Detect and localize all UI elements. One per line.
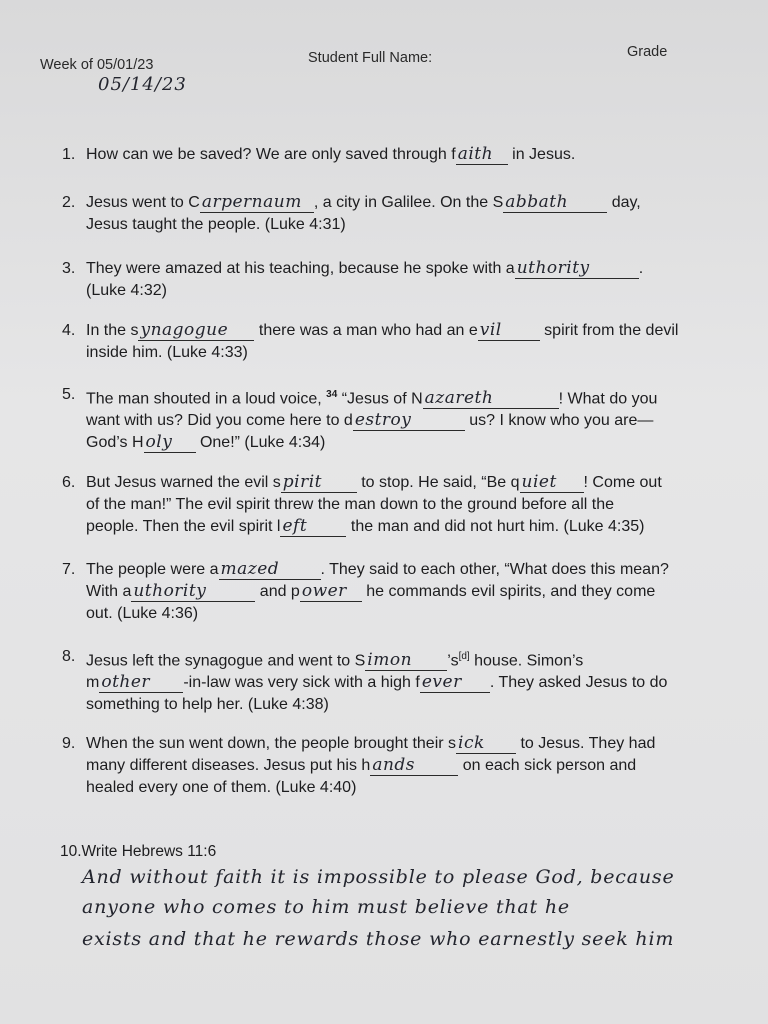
answer-blank[interactable]: uthority bbox=[131, 582, 255, 602]
handwritten-date: 05/14/23 bbox=[98, 74, 187, 95]
question-1: 1. How can we be saved? We are only saved through f aith in Jesus. bbox=[62, 144, 576, 164]
answer-blank[interactable]: imon bbox=[365, 651, 447, 671]
answer-blank[interactable]: uiet bbox=[520, 473, 584, 493]
answer-blank[interactable]: abbath bbox=[503, 193, 607, 213]
answer-blank[interactable]: arpernaum bbox=[200, 193, 314, 213]
question-6: 6. But Jesus warned the evil s pirit to stop. He said, “Be q uiet ! Come out of the man!” The evil spirit threw the man down to the ground before all the people. Then the evil spirit l eft the man and did not hurt him. (Luke 4:35) bbox=[62, 472, 662, 536]
question-2: 2. Jesus went to C arpernaum , a city in Galilee. On the S abbath day, Jesus taught the people. (Luke 4:31) bbox=[62, 192, 641, 233]
answer-blank[interactable]: oly bbox=[144, 433, 196, 453]
question-10-label: 10.Write Hebrews 11:6 bbox=[60, 843, 217, 860]
question-4: 4. In the s ynagogue there was a man who had an e vil spirit from the devil inside him. (Luke 4:33) bbox=[62, 320, 679, 361]
answer-blank[interactable]: ever bbox=[420, 673, 490, 693]
verse-number: 34 bbox=[326, 389, 338, 400]
question-7: 7. The people were a mazed . They said to each other, “What does this mean? With a uthority and p ower he commands evil spirits, and they come out. (Luke 4:36) bbox=[62, 559, 669, 622]
handwritten-answer-line-1: And without faith it is impossible to please God, because bbox=[82, 866, 675, 888]
week-label: Week of 05/01/23 bbox=[40, 57, 154, 73]
answer-blank[interactable]: vil bbox=[478, 321, 540, 341]
answer-blank[interactable]: ower bbox=[300, 582, 362, 602]
question-5: 5. The man shouted in a loud voice, $^{34}$ “Jesus of N azareth ! What do you want with us? Did you come here to d estroy us? I know who you are— God’s H oly One!” (Luke 4:34) bbox=[62, 386, 658, 453]
answer-blank[interactable]: other bbox=[99, 673, 183, 693]
answer-blank[interactable]: azareth bbox=[423, 389, 559, 409]
answer-blank[interactable]: ands bbox=[370, 756, 458, 776]
handwritten-answer-line-2: anyone who comes to him must believe that he bbox=[82, 896, 570, 918]
answer-blank[interactable]: mazed bbox=[219, 560, 321, 580]
question-9: 9. When the sun went down, the people brought their s ick to Jesus. They had many different diseases. Jesus put his h ands on each sick person and healed every one of them. (Luke 4:40) bbox=[62, 733, 656, 796]
answer-blank[interactable]: aith bbox=[456, 145, 508, 165]
student-name-label: Student Full Name: bbox=[308, 50, 433, 66]
question-8: 8. Jesus left the synagogue and went to S imon ’s[d] house. Simon’s m other -in-law was very sick with a high f ever . They asked Jesus to do something to help her. (Luke 4:38) bbox=[62, 648, 668, 714]
answer-blank[interactable]: uthority bbox=[515, 259, 639, 279]
answer-blank[interactable]: estroy bbox=[353, 411, 465, 431]
answer-blank[interactable]: ick bbox=[456, 734, 516, 754]
answer-blank[interactable]: eft bbox=[280, 517, 346, 537]
question-3: 3. They were amazed at his teaching, because he spoke with a uthority . (Luke 4:32) bbox=[62, 258, 644, 299]
grade-label: Grade bbox=[627, 44, 668, 60]
footnote-marker: [d] bbox=[458, 651, 470, 662]
answer-blank[interactable]: pirit bbox=[281, 473, 357, 493]
answer-blank[interactable]: ynagogue bbox=[138, 321, 254, 341]
handwritten-answer-line-3: exists and that he rewards those who earnestly seek him bbox=[82, 928, 675, 950]
